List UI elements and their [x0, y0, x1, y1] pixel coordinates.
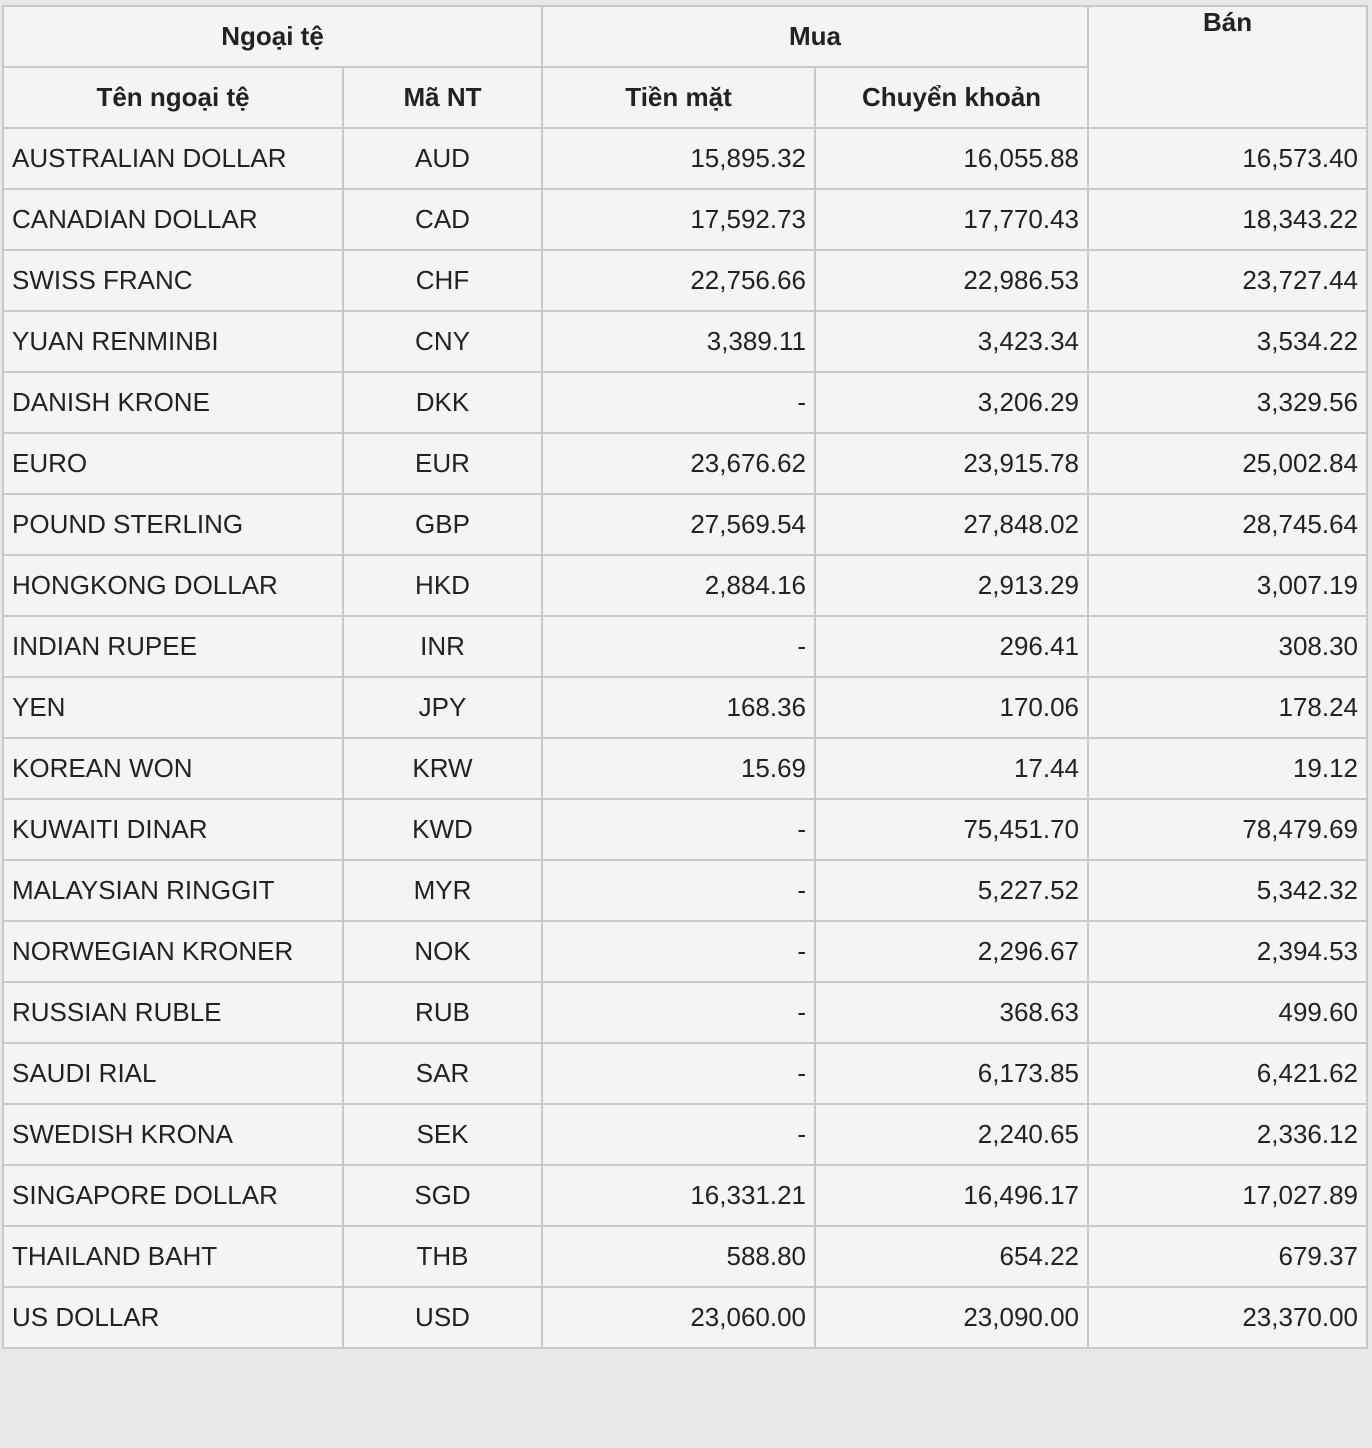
- sell-cell: 25,002.84: [1088, 433, 1367, 494]
- table-row: [3, 738, 1367, 799]
- sell-cell: 23,727.44: [1088, 250, 1367, 311]
- buy-cash-cell: 168.36: [542, 677, 815, 738]
- header-currency-code: Mã NT: [343, 67, 542, 128]
- table-row: [3, 555, 1367, 616]
- buy-cash-cell: 15,895.32: [542, 128, 815, 189]
- buy-transfer-cell: 2,913.29: [815, 555, 1088, 616]
- table-row: [3, 677, 1367, 738]
- table-row: [3, 1226, 1367, 1287]
- buy-cash-cell: 27,569.54: [542, 494, 815, 555]
- currency-name-cell: SWISS FRANC: [3, 250, 343, 311]
- buy-cash-cell: -: [542, 616, 815, 677]
- buy-transfer-cell: 6,173.85: [815, 1043, 1088, 1104]
- buy-transfer-cell: 170.06: [815, 677, 1088, 738]
- currency-name-cell: RUSSIAN RUBLE: [3, 982, 343, 1043]
- sell-cell: 3,329.56: [1088, 372, 1367, 433]
- buy-transfer-cell: 368.63: [815, 982, 1088, 1043]
- currency-name-cell: THAILAND BAHT: [3, 1226, 343, 1287]
- buy-cash-cell: -: [542, 1104, 815, 1165]
- table-header: [3, 6, 1367, 128]
- sell-cell: 499.60: [1088, 982, 1367, 1043]
- currency-code-cell: SEK: [343, 1104, 542, 1165]
- table-row: [3, 982, 1367, 1043]
- currency-code-cell: DKK: [343, 372, 542, 433]
- currency-name-cell: EURO: [3, 433, 343, 494]
- sell-cell: 5,342.32: [1088, 860, 1367, 921]
- buy-cash-cell: 23,676.62: [542, 433, 815, 494]
- currency-code-cell: CAD: [343, 189, 542, 250]
- table-row: [3, 1287, 1367, 1348]
- sell-cell: 17,027.89: [1088, 1165, 1367, 1226]
- currency-code-cell: SGD: [343, 1165, 542, 1226]
- sell-cell: 19.12: [1088, 738, 1367, 799]
- currency-name-cell: YEN: [3, 677, 343, 738]
- currency-name-cell: MALAYSIAN RINGGIT: [3, 860, 343, 921]
- sell-cell: 16,573.40: [1088, 128, 1367, 189]
- currency-code-cell: RUB: [343, 982, 542, 1043]
- table-row: [3, 616, 1367, 677]
- currency-name-cell: SWEDISH KRONA: [3, 1104, 343, 1165]
- currency-code-cell: CNY: [343, 311, 542, 372]
- header-sell: Bán: [1088, 6, 1367, 128]
- currency-code-cell: KWD: [343, 799, 542, 860]
- buy-transfer-cell: 17.44: [815, 738, 1088, 799]
- currency-name-cell: NORWEGIAN KRONER: [3, 921, 343, 982]
- table-row: [3, 1165, 1367, 1226]
- header-foreign-currency: Ngoại tệ: [3, 6, 542, 67]
- buy-transfer-cell: 3,206.29: [815, 372, 1088, 433]
- currency-name-cell: HONGKONG DOLLAR: [3, 555, 343, 616]
- table-row: [3, 1043, 1367, 1104]
- table-body: [3, 128, 1367, 1348]
- currency-name-cell: KOREAN WON: [3, 738, 343, 799]
- currency-code-cell: GBP: [343, 494, 542, 555]
- sell-cell: 178.24: [1088, 677, 1367, 738]
- buy-transfer-cell: 2,296.67: [815, 921, 1088, 982]
- currency-name-cell: DANISH KRONE: [3, 372, 343, 433]
- buy-transfer-cell: 654.22: [815, 1226, 1088, 1287]
- currency-name-cell: POUND STERLING: [3, 494, 343, 555]
- sell-cell: 18,343.22: [1088, 189, 1367, 250]
- buy-transfer-cell: 75,451.70: [815, 799, 1088, 860]
- currency-name-cell: AUSTRALIAN DOLLAR: [3, 128, 343, 189]
- currency-code-cell: EUR: [343, 433, 542, 494]
- sell-cell: 679.37: [1088, 1226, 1367, 1287]
- buy-cash-cell: -: [542, 860, 815, 921]
- sell-cell: 23,370.00: [1088, 1287, 1367, 1348]
- currency-code-cell: THB: [343, 1226, 542, 1287]
- buy-cash-cell: 22,756.66: [542, 250, 815, 311]
- table-row: [3, 128, 1367, 189]
- buy-cash-cell: 23,060.00: [542, 1287, 815, 1348]
- currency-code-cell: JPY: [343, 677, 542, 738]
- header-cash: Tiền mặt: [542, 67, 815, 128]
- table-row: [3, 799, 1367, 860]
- currency-code-cell: MYR: [343, 860, 542, 921]
- currency-code-cell: KRW: [343, 738, 542, 799]
- sell-cell: 3,534.22: [1088, 311, 1367, 372]
- buy-transfer-cell: 296.41: [815, 616, 1088, 677]
- buy-cash-cell: 2,884.16: [542, 555, 815, 616]
- sell-cell: 78,479.69: [1088, 799, 1367, 860]
- currency-name-cell: CANADIAN DOLLAR: [3, 189, 343, 250]
- currency-name-cell: INDIAN RUPEE: [3, 616, 343, 677]
- buy-cash-cell: 17,592.73: [542, 189, 815, 250]
- currency-name-cell: SINGAPORE DOLLAR: [3, 1165, 343, 1226]
- currency-name-cell: KUWAITI DINAR: [3, 799, 343, 860]
- buy-cash-cell: 3,389.11: [542, 311, 815, 372]
- buy-cash-cell: -: [542, 799, 815, 860]
- buy-cash-cell: -: [542, 372, 815, 433]
- currency-code-cell: INR: [343, 616, 542, 677]
- table-row: [3, 189, 1367, 250]
- table-row: [3, 921, 1367, 982]
- buy-cash-cell: 16,331.21: [542, 1165, 815, 1226]
- currency-code-cell: USD: [343, 1287, 542, 1348]
- buy-transfer-cell: 27,848.02: [815, 494, 1088, 555]
- buy-transfer-cell: 22,986.53: [815, 250, 1088, 311]
- currency-code-cell: SAR: [343, 1043, 542, 1104]
- buy-transfer-cell: 17,770.43: [815, 189, 1088, 250]
- table-row: [3, 494, 1367, 555]
- table-row: [3, 433, 1367, 494]
- buy-cash-cell: -: [542, 1043, 815, 1104]
- buy-transfer-cell: 16,055.88: [815, 128, 1088, 189]
- currency-code-cell: HKD: [343, 555, 542, 616]
- currency-code-cell: CHF: [343, 250, 542, 311]
- buy-cash-cell: -: [542, 921, 815, 982]
- currency-name-cell: US DOLLAR: [3, 1287, 343, 1348]
- buy-transfer-cell: 2,240.65: [815, 1104, 1088, 1165]
- currency-code-cell: NOK: [343, 921, 542, 982]
- header-currency-name: Tên ngoại tệ: [3, 67, 343, 128]
- table-row: [3, 311, 1367, 372]
- sell-cell: 28,745.64: [1088, 494, 1367, 555]
- currency-name-cell: YUAN RENMINBI: [3, 311, 343, 372]
- exchange-rate-table: [2, 5, 1368, 1349]
- buy-transfer-cell: 23,090.00: [815, 1287, 1088, 1348]
- buy-transfer-cell: 23,915.78: [815, 433, 1088, 494]
- header-row-group: [3, 6, 1367, 67]
- table-row: [3, 860, 1367, 921]
- sell-cell: 6,421.62: [1088, 1043, 1367, 1104]
- buy-transfer-cell: 16,496.17: [815, 1165, 1088, 1226]
- sell-cell: 308.30: [1088, 616, 1367, 677]
- header-transfer: Chuyển khoản: [815, 67, 1088, 128]
- table-row: [3, 372, 1367, 433]
- sell-cell: 2,394.53: [1088, 921, 1367, 982]
- header-buy: Mua: [542, 6, 1088, 67]
- buy-cash-cell: 588.80: [542, 1226, 815, 1287]
- currency-name-cell: SAUDI RIAL: [3, 1043, 343, 1104]
- buy-transfer-cell: 5,227.52: [815, 860, 1088, 921]
- buy-cash-cell: -: [542, 982, 815, 1043]
- currency-code-cell: AUD: [343, 128, 542, 189]
- buy-transfer-cell: 3,423.34: [815, 311, 1088, 372]
- sell-cell: 3,007.19: [1088, 555, 1367, 616]
- table-row: [3, 250, 1367, 311]
- sell-cell: 2,336.12: [1088, 1104, 1367, 1165]
- buy-cash-cell: 15.69: [542, 738, 815, 799]
- table-row: [3, 1104, 1367, 1165]
